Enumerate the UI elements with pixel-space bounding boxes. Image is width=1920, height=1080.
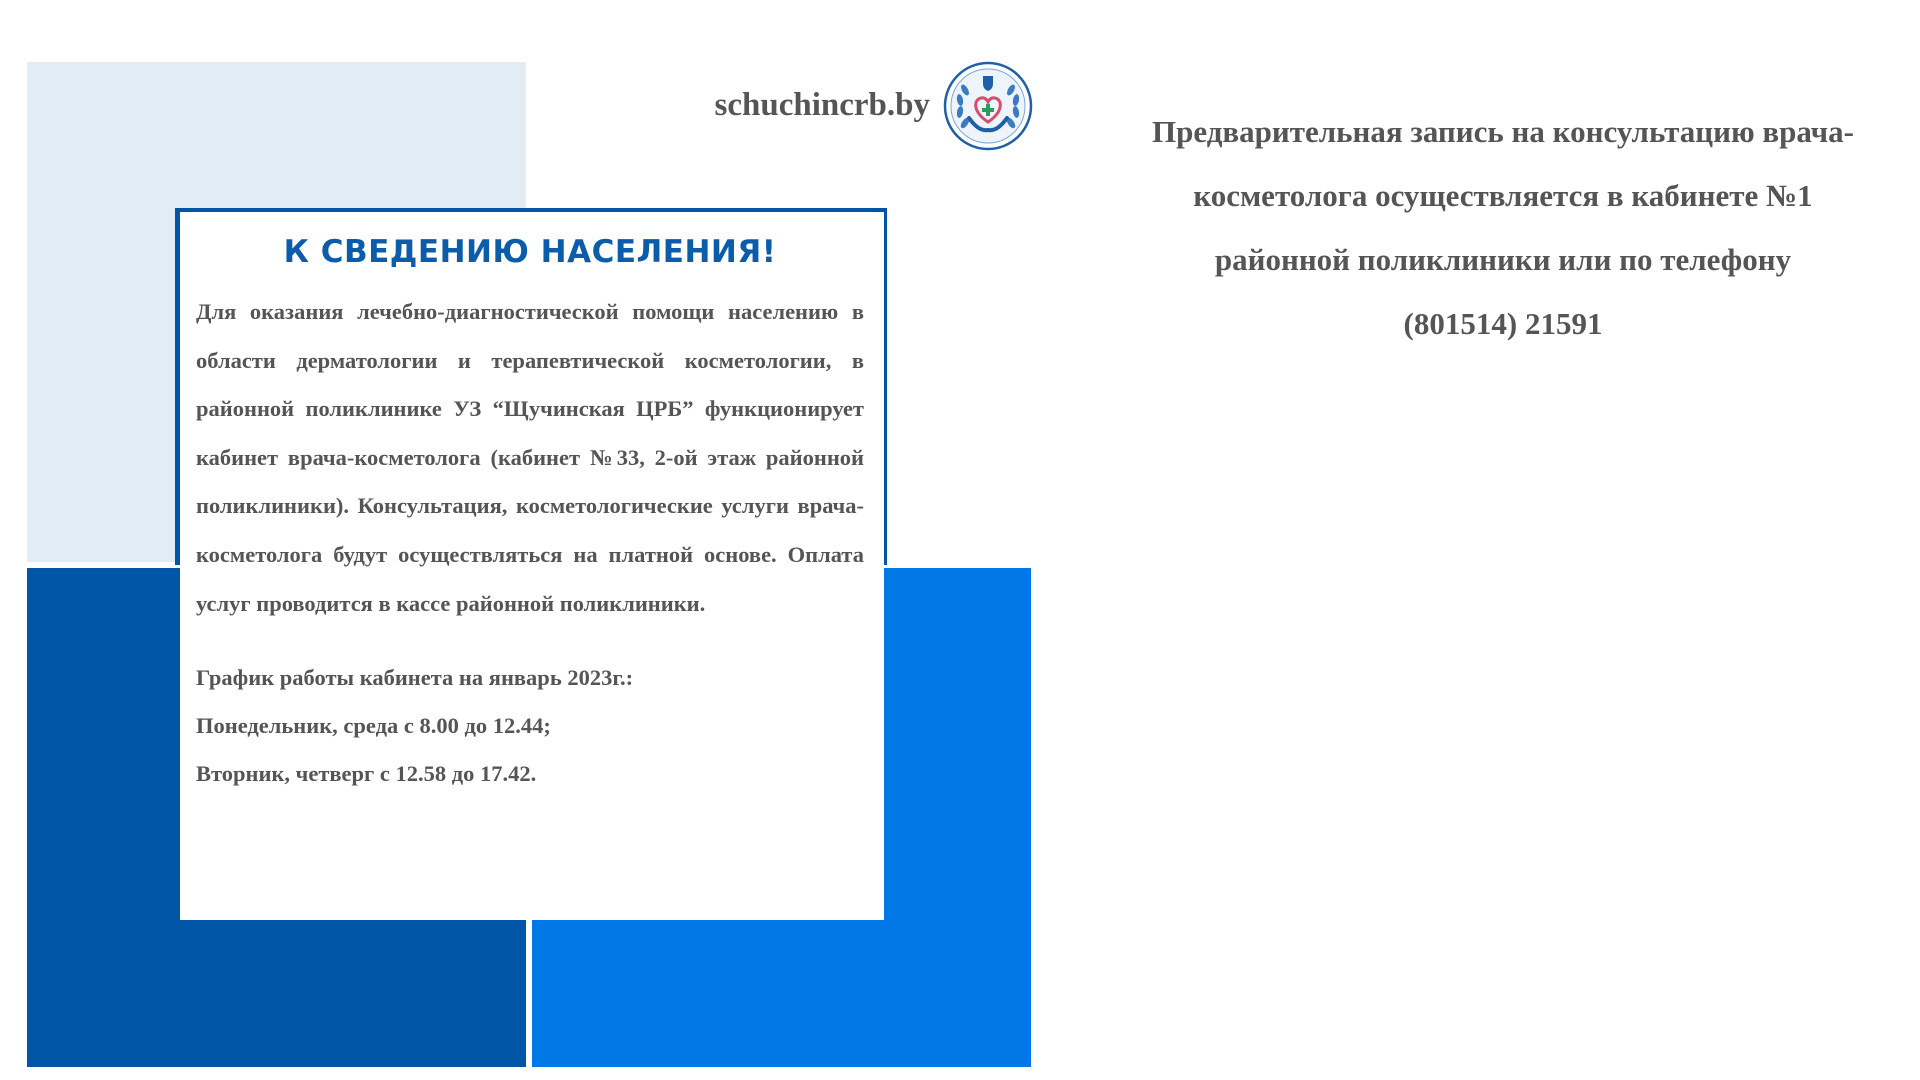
schedule-line-mon-wed: Понедельник, среда с 8.00 до 12.44;: [196, 713, 551, 739]
hospital-emblem-icon: [943, 60, 1033, 152]
notice-phone: (801514) 21591: [1403, 306, 1603, 341]
schedule-title: График работы кабинета на январь 2023г.:: [196, 665, 634, 691]
schedule-line-tue-thu: Вторник, четверг с 12.58 до 17.42.: [196, 761, 537, 787]
appointment-notice: [1108, 100, 1898, 356]
card-title: К СВЕДЕНИЮ НАСЕЛЕНИЯ!: [283, 234, 777, 270]
card-body: Для оказания лечебно-диагностической помощи населению в области дерматологии и терапевтической косметологии, в районной поликлинике УЗ “Щучинская ЦРБ” функционирует кабинет врача-косметолога (кабинет №33, 2-ой этаж районной поликлиники). Консультация, косметологические услуги врача-косметолога будут осуществляться на платной основе. Оплата услуг проводится в кассе районной поликлиники.: [196, 299, 864, 616]
schedule: [196, 654, 864, 798]
notice-line-1: Предварительная запись на консультацию врача-: [1152, 114, 1854, 149]
site-name[interactable]: schuchincrb.by: [714, 87, 930, 123]
notice-line-2: косметолога осуществляется в кабинете №1: [1193, 178, 1813, 213]
info-card: [180, 212, 884, 920]
notice-line-3: районной поликлиники или по телефону: [1214, 242, 1792, 277]
